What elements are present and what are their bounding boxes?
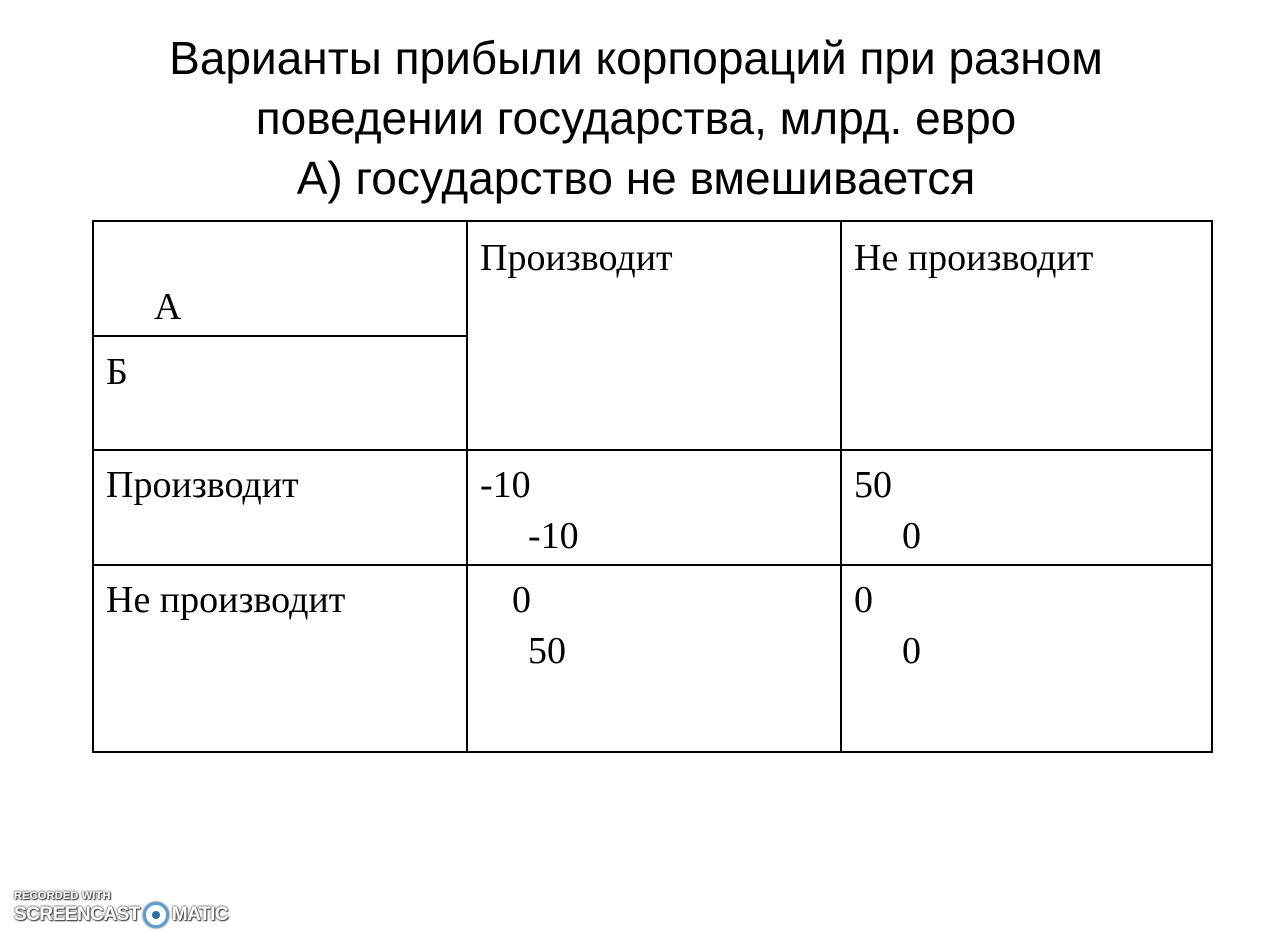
payoff-b: 50 bbox=[528, 630, 566, 672]
table-divider bbox=[466, 222, 468, 751]
slide-title bbox=[0, 28, 1272, 208]
watermark-caption: RECORDED WITH bbox=[14, 890, 111, 902]
row-label: Не производит bbox=[106, 579, 346, 621]
watermark-logo bbox=[14, 902, 228, 928]
payoff-a: 0 bbox=[512, 579, 531, 621]
watermark-text-right: MATIC bbox=[171, 904, 229, 925]
payoff-a: -10 bbox=[480, 464, 531, 506]
record-icon bbox=[143, 902, 169, 928]
column-header: Производит bbox=[480, 237, 673, 279]
payoff-b: 0 bbox=[902, 630, 921, 672]
watermark-text-left: SCREENCAST bbox=[14, 904, 140, 925]
payoff-table bbox=[92, 220, 1213, 753]
column-header: Не производит bbox=[854, 237, 1094, 279]
table-divider bbox=[94, 564, 1211, 566]
row-label: Производит bbox=[106, 464, 299, 506]
payoff-b: -10 bbox=[528, 515, 579, 557]
table-divider bbox=[94, 449, 1211, 451]
title-line-3: А) государство не вмешивается bbox=[296, 152, 976, 204]
screencast-watermark bbox=[14, 890, 228, 928]
title-line-2: поведении государства, млрд. евро bbox=[255, 92, 1017, 144]
payoff-a: 0 bbox=[854, 579, 873, 621]
payoff-b: 0 bbox=[902, 515, 921, 557]
corner-divider bbox=[94, 335, 468, 337]
corner-label-a: А bbox=[154, 286, 182, 328]
title-line-1: Варианты прибыли корпораций при разном bbox=[169, 32, 1103, 84]
table-divider bbox=[840, 222, 842, 751]
payoff-a: 50 bbox=[854, 464, 892, 506]
corner-label-b: Б bbox=[106, 351, 128, 393]
